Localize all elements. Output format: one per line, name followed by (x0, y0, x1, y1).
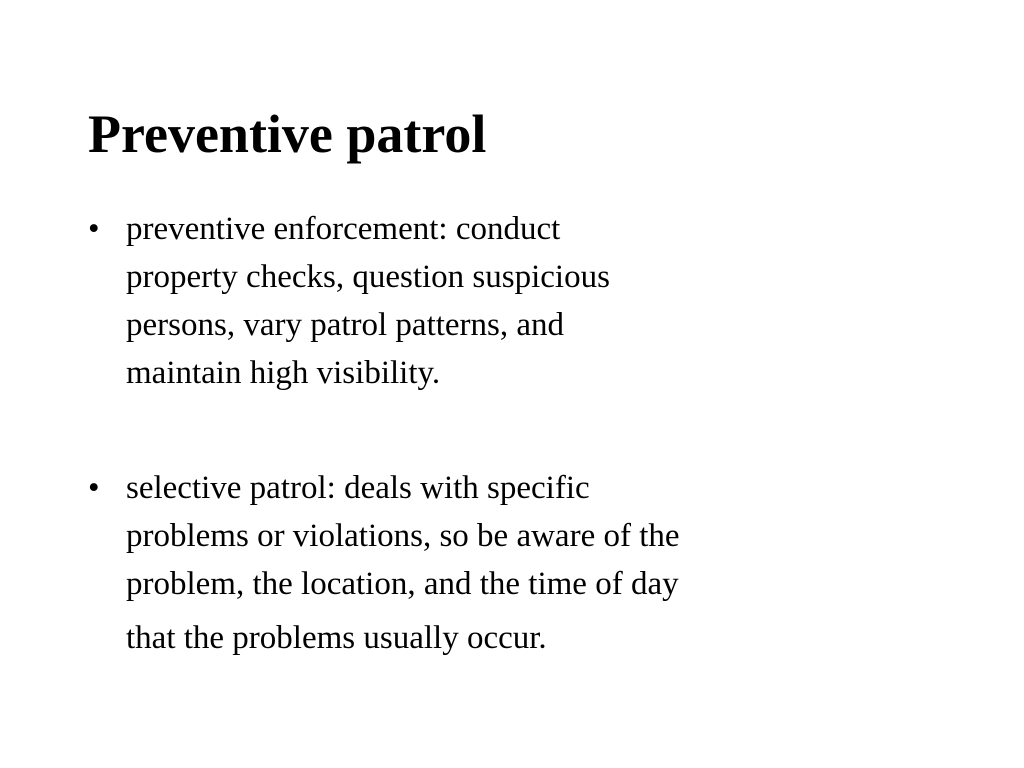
bullet-line: persons, vary patrol patterns, and (126, 307, 565, 343)
bullet-line: selective patrol: deals with specific (126, 470, 590, 506)
bullet-text (126, 205, 846, 397)
bullet-text (126, 464, 846, 662)
bullet-line: problems or violations, so be aware of the (126, 518, 680, 554)
bullet-line: preventive enforcement: conduct (126, 211, 561, 247)
bullet-marker: • (88, 211, 100, 247)
bullet-marker: • (88, 470, 100, 506)
bullet-line: property checks, question suspicious (126, 259, 610, 295)
bullet-line: maintain high visibility. (126, 355, 441, 391)
bullet-line: problem, the location, and the time of day (126, 566, 679, 602)
slide-title: Preventive patrol (88, 104, 487, 164)
bullet-line: that the problems usually occur. (126, 620, 547, 656)
